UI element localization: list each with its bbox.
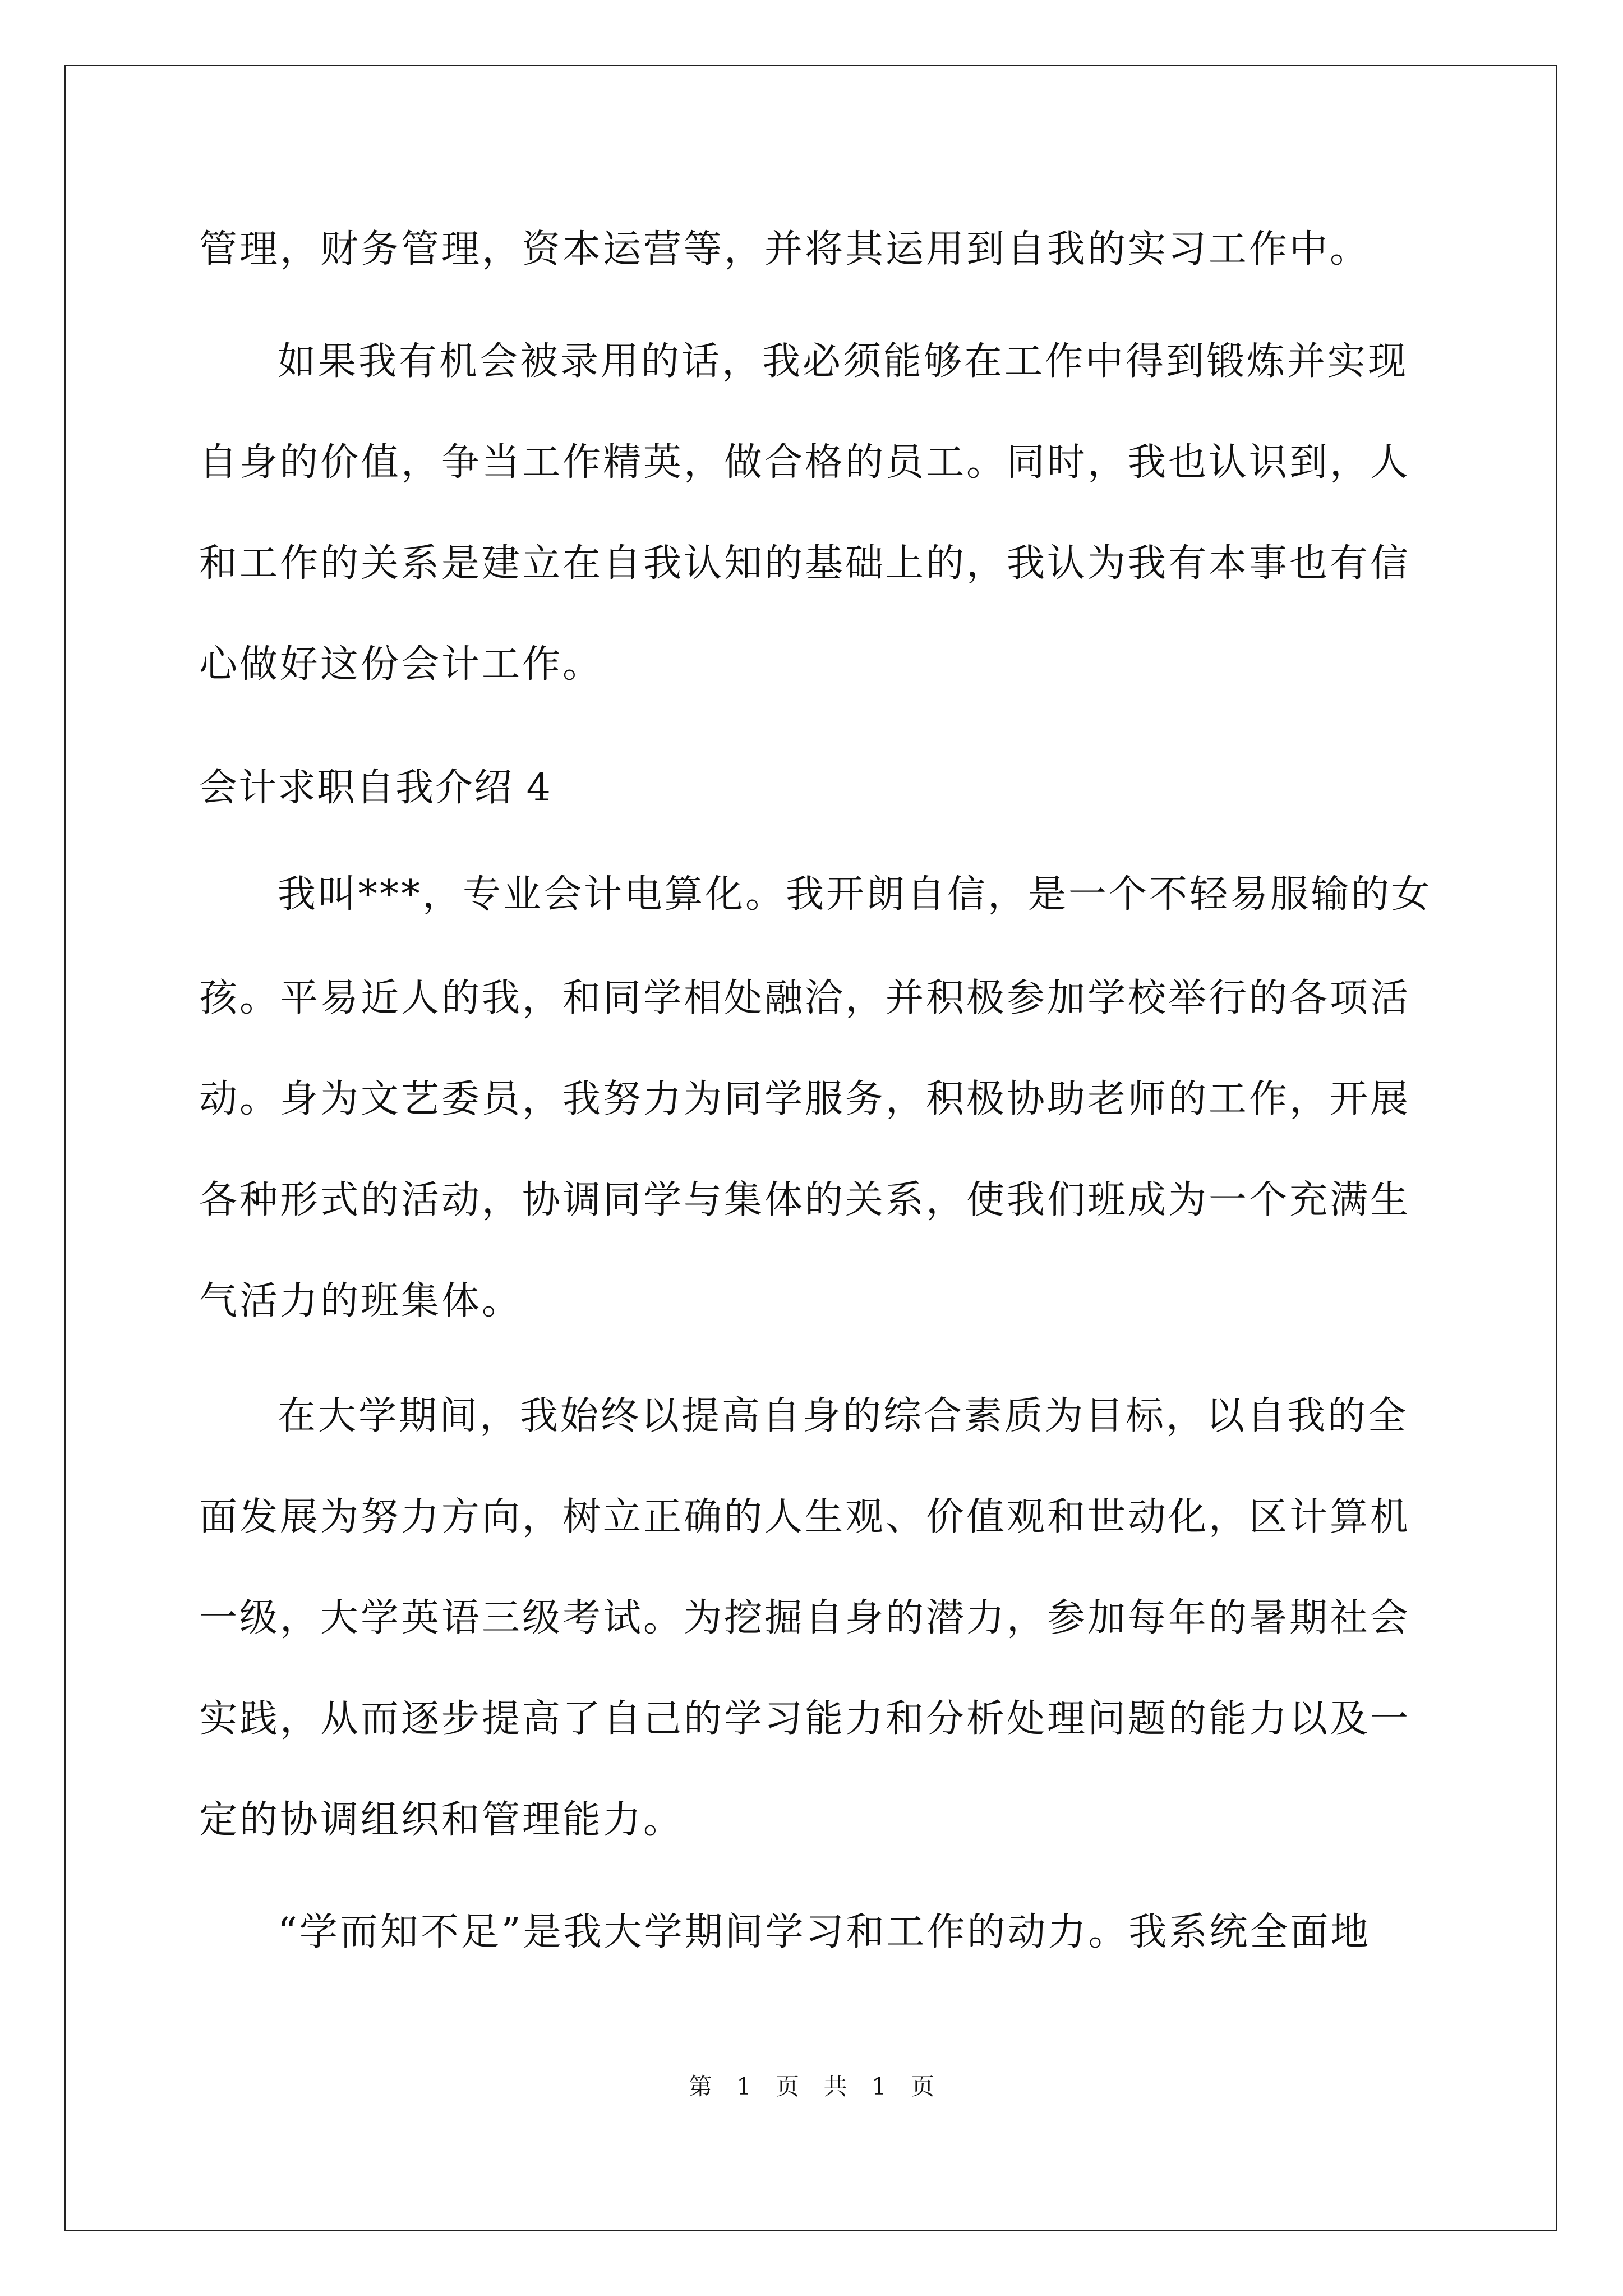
text-line: 孩。平易近人的我，和同学相处融洽，并积极参加学校举行的各项活 (199, 976, 1411, 1020)
text-line: “学而知不足”是我大学期间学习和工作的动力。我系统全面地 (278, 1910, 1371, 1954)
page-total: 共 1 页 (823, 2073, 935, 2100)
text-line: 定的协调组织和管理能力。 (199, 1798, 684, 1842)
section-heading: 会计求职自我介绍 4 (199, 766, 552, 810)
text-line: 如果我有机会被录用的话，我必须能够在工作中得到锻炼并实现 (278, 339, 1409, 384)
text-line: 动。身为文艺委员，我努力为同学服务，积极协助老师的工作，开展 (199, 1077, 1411, 1121)
text-line: 管理，财务管理，资本运营等，并将其运用到自我的实习工作中。 (199, 227, 1371, 272)
text-line: 各种形式的活动，协调同学与集体的关系，使我们班成为一个充满生 (199, 1178, 1411, 1222)
text-line: 一级，大学英语三级考试。为挖掘自身的潜力，参加每年的暑期社会 (199, 1596, 1411, 1640)
text-line: 气活力的班集体。 (199, 1279, 523, 1323)
text-line: 实践，从而逐步提高了自己的学习能力和分析处理问题的能力以及一 (199, 1697, 1411, 1741)
text-line: 自身的价值，争当工作精英，做合格的员工。同时，我也认识到，人 (199, 440, 1411, 485)
page-number: 第 1 页 (688, 2073, 800, 2100)
text-line: 面发展为努力方向，树立正确的人生观、价值观和世动化，区计算机 (199, 1495, 1411, 1539)
text-line: 在大学期间，我始终以提高自身的综合素质为目标，以自我的全 (278, 1394, 1409, 1438)
page-footer (0, 2070, 1623, 2104)
text-line: 我叫***，专业会计电算化。我开朗自信，是一个不轻易服输的女 (278, 872, 1432, 917)
text-line: 心做好这份会计工作。 (199, 642, 603, 687)
text-line: 和工作的关系是建立在自我认知的基础上的，我认为我有本事也有信 (199, 541, 1411, 586)
